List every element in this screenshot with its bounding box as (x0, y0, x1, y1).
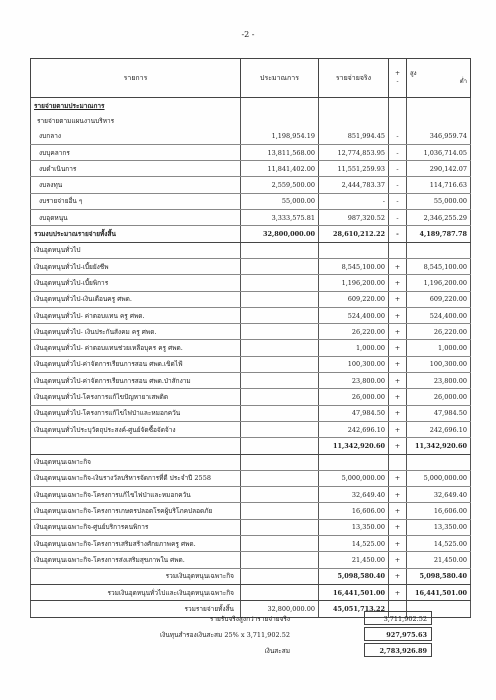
row-actual: 8,545,100.00 (319, 258, 389, 274)
row-diff: 1,196,200.00 (407, 275, 471, 291)
row-actual (319, 113, 389, 128)
row-label: เงินอุดหนุนทั่วไป-เงินเดือนครู ศพด. (31, 291, 241, 307)
row-budget (241, 258, 319, 274)
row-sign: + (389, 438, 407, 454)
row-actual: 26,220.00 (319, 324, 389, 340)
row-diff: 524,400.00 (407, 307, 471, 323)
row-actual: 242,696.10 (319, 421, 389, 437)
row-diff: 26,220.00 (407, 324, 471, 340)
summary-value: 927,975.63 (364, 627, 432, 641)
row-actual: 32,649.40 (319, 487, 389, 503)
header-sign (389, 59, 407, 98)
row-diff: 23,800.00 (407, 373, 471, 389)
row-label: เงินอุดหนุนเฉพาะกิจ-เงินรางวัลบริหารจัดการที่ดี ประจำปี 2558 (31, 470, 241, 486)
row-diff: 8,545,100.00 (407, 258, 471, 274)
row-sign: - (389, 161, 407, 177)
row-sign: - (389, 129, 407, 145)
row-budget (241, 356, 319, 372)
row-sign: - (389, 144, 407, 160)
row-budget (241, 584, 319, 600)
table-row (31, 113, 471, 128)
row-budget (241, 503, 319, 519)
row-actual: 28,610,212.22 (319, 226, 389, 242)
summary-label: เงินทุนสำรองเงินสะสม 25% x 3,711,902.52 (159, 631, 290, 639)
summary-label: รายรับจริงสูงกว่ารายจ่ายจริง (209, 615, 290, 623)
row-budget (241, 307, 319, 323)
table-row (31, 98, 471, 114)
table-row (31, 503, 471, 519)
row-budget (241, 519, 319, 535)
row-label: รายจ่ายตามแผนงานบริหาร (31, 113, 241, 128)
table-row (31, 340, 471, 356)
row-actual: 23,800.00 (319, 373, 389, 389)
summary-block (30, 611, 470, 659)
table-row (31, 275, 471, 291)
row-diff: 1,036,714.05 (407, 144, 471, 160)
table-row (31, 177, 471, 193)
row-sign: + (389, 405, 407, 421)
table-row (31, 519, 471, 535)
row-diff: 1,000.00 (407, 340, 471, 356)
row-actual (319, 242, 389, 258)
row-diff: 609,220.00 (407, 291, 471, 307)
row-sign: + (389, 584, 407, 600)
row-diff (407, 242, 471, 258)
row-sign: + (389, 340, 407, 356)
row-diff: 13,350.00 (407, 519, 471, 535)
row-diff (407, 454, 471, 470)
row-label: เงินอุดหนุนเฉพาะกิจ-โครงการเกษตรปลอดโรคผู้บริโภคปลอดภัย (31, 503, 241, 519)
row-label: เงินอุดหนุนเฉพาะกิจ-โครงการเสริมสร้างศักยภาพครู ศพด. (31, 536, 241, 552)
row-label: งบกลาง (31, 129, 241, 145)
row-label: เงินอุดหนุนทั่วไป- ค่าตอบแทน ครู ศพด. (31, 307, 241, 323)
table-row (31, 438, 471, 454)
row-actual: 16,606.00 (319, 503, 389, 519)
row-budget (241, 470, 319, 486)
row-sign (389, 98, 407, 114)
row-budget (241, 536, 319, 552)
row-diff: 4,189,787.78 (407, 226, 471, 242)
row-diff: 32,649.40 (407, 487, 471, 503)
table-row (31, 584, 471, 600)
summary-value: 2,783,926.89 (364, 643, 432, 657)
row-label: เงินอุดหนุนเฉพาะกิจ (31, 454, 241, 470)
row-diff: 14,525.00 (407, 536, 471, 552)
row-actual: 524,400.00 (319, 307, 389, 323)
row-budget (241, 324, 319, 340)
row-sign: + (389, 307, 407, 323)
row-label: เงินอุดหนุนทั่วไป-ค่าจัดการเรียนการสอน ศพด.ป่าสักงาม (31, 373, 241, 389)
row-actual: 47,984.50 (319, 405, 389, 421)
table-row (31, 161, 471, 177)
row-diff: 26,000.00 (407, 389, 471, 405)
row-actual: - (319, 193, 389, 209)
row-label: เงินอุดหนุนทั่วไป- เงินประกันสังคม ครู ศพด. (31, 324, 241, 340)
row-actual: 11,342,920.60 (319, 438, 389, 454)
row-budget (241, 421, 319, 437)
row-label (31, 438, 241, 454)
row-sign (389, 113, 407, 128)
row-label: รวมงบประมาณรายจ่ายทั้งสิ้น (31, 226, 241, 242)
row-actual: 2,444,783.37 (319, 177, 389, 193)
row-label: เงินอุดหนุนทั่วไป-โครงการแก้ไขปัญหายาเสพติด (31, 389, 241, 405)
header-items: รายการ (31, 59, 241, 98)
table-row (31, 210, 471, 226)
row-diff: 5,098,580.40 (407, 568, 471, 584)
row-budget: 11,841,402.00 (241, 161, 319, 177)
row-label: เงินอุดหนุนทั่วไป-ค่าจัดการเรียนการสอน ศพด.เขิดไฟ้ (31, 356, 241, 372)
row-sign: + (389, 258, 407, 274)
row-sign: + (389, 275, 407, 291)
row-budget (241, 113, 319, 128)
table-row (31, 536, 471, 552)
row-budget (241, 552, 319, 568)
row-label: งบลงทุน (31, 177, 241, 193)
page-number: -2 - (241, 30, 255, 39)
row-sign: + (389, 324, 407, 340)
summary-value: 3,711,902.52 (364, 611, 432, 625)
row-diff: 100,300.00 (407, 356, 471, 372)
table-row (31, 552, 471, 568)
row-budget (241, 454, 319, 470)
row-diff: 47,984.50 (407, 405, 471, 421)
row-budget (241, 568, 319, 584)
table-row (31, 307, 471, 323)
table-row (31, 356, 471, 372)
row-budget: 32,800,000.00 (241, 601, 319, 617)
row-sign: + (389, 536, 407, 552)
row-sign: + (389, 356, 407, 372)
table-row (31, 454, 471, 470)
row-label: รวมรายจ่ายทั้งสิ้น (31, 601, 241, 617)
row-budget (241, 242, 319, 258)
header-sign-plus: + (394, 70, 401, 77)
row-label: งบอุดหนุน (31, 210, 241, 226)
row-label: เงินอุดหนุนทั่วไป- ค่าตอบแทนช่วยเหลือบุคร ครู ศพด. (31, 340, 241, 356)
row-diff (407, 98, 471, 114)
table-row (31, 568, 471, 584)
table-row (31, 421, 471, 437)
row-diff: 290,142.07 (407, 161, 471, 177)
row-sign: - (389, 210, 407, 226)
row-label: งบดำเนินการ (31, 161, 241, 177)
row-label: เงินอุดหนุนทั่วไประบุวัตถุประสงค์-ศูนย์จัดซื้อจัดจ้าง (31, 421, 241, 437)
row-sign: + (389, 503, 407, 519)
row-actual: 16,441,501.00 (319, 584, 389, 600)
table-row (31, 291, 471, 307)
row-sign: + (389, 470, 407, 486)
table-row (31, 242, 471, 258)
row-actual: 45,051,713.22 (319, 601, 389, 617)
row-sign: + (389, 568, 407, 584)
table-header-row (31, 59, 471, 98)
header-diff-bottom: ต่ำ (459, 78, 467, 85)
row-label: เงินอุดหนุนเฉพาะกิจ-โครงการแก้ไขไฟป่าและหมอกควัน (31, 487, 241, 503)
row-diff: 16,441,501.00 (407, 584, 471, 600)
row-budget: 1,198,954.19 (241, 129, 319, 145)
row-diff (407, 113, 471, 128)
row-sign: + (389, 519, 407, 535)
row-actual (319, 454, 389, 470)
row-actual: 26,000.00 (319, 389, 389, 405)
row-budget (241, 405, 319, 421)
row-sign: + (389, 487, 407, 503)
row-sign: + (389, 552, 407, 568)
row-budget: 55,000.00 (241, 193, 319, 209)
table-row (31, 470, 471, 486)
table-row (31, 487, 471, 503)
row-label: รายจ่ายตามประมาณการ (31, 98, 241, 114)
row-label: งบบุคลากร (31, 144, 241, 160)
row-budget (241, 340, 319, 356)
row-budget: 13,811,568.00 (241, 144, 319, 160)
row-actual: 14,525.00 (319, 536, 389, 552)
row-actual: 12,774,853.95 (319, 144, 389, 160)
summary-row (30, 643, 470, 659)
row-budget (241, 98, 319, 114)
header-actual: รายจ่ายจริง (319, 59, 389, 98)
row-label: รวมเงินอุดหนุนทั่วไปและเงินอุดหนุนเฉพาะกิจ (31, 584, 241, 600)
row-label: รวมเงินอุดหนุนเฉพาะกิจ (31, 568, 241, 584)
row-budget (241, 291, 319, 307)
table-row (31, 405, 471, 421)
row-label: เงินอุดหนุนทั่วไป-เบี้ยพิการ (31, 275, 241, 291)
table-row (31, 226, 471, 242)
row-label: เงินอุดหนุนทั่วไป-โครงการแก้ไขไฟป่าและหมอกควัน (31, 405, 241, 421)
row-sign (389, 242, 407, 258)
row-label: งบรายจ่ายอื่น ๆ (31, 193, 241, 209)
row-actual: 1,000.00 (319, 340, 389, 356)
row-budget (241, 389, 319, 405)
row-budget (241, 438, 319, 454)
row-diff: 16,606.00 (407, 503, 471, 519)
table-row (31, 373, 471, 389)
row-label: เงินอุดหนุนทั่วไป-เบี้ยยังชีพ (31, 258, 241, 274)
summary-label: เงินสะสม (264, 647, 290, 655)
row-label: เงินอุดหนุนเฉพาะกิจ-โครงการส่งเสริมสุขภาพใน ศพด. (31, 552, 241, 568)
row-actual: 609,220.00 (319, 291, 389, 307)
header-budget: ประมาณการ (241, 59, 319, 98)
row-diff: 242,696.10 (407, 421, 471, 437)
row-budget: 32,800,000.00 (241, 226, 319, 242)
row-diff: 21,450.00 (407, 552, 471, 568)
row-sign: + (389, 389, 407, 405)
header-diff (407, 59, 471, 98)
row-budget: 3,333,575.81 (241, 210, 319, 226)
header-sign-minus: - (396, 78, 399, 85)
table-row (31, 258, 471, 274)
row-actual: 5,000,000.00 (319, 470, 389, 486)
row-sign: - (389, 193, 407, 209)
row-actual: 11,551,259.93 (319, 161, 389, 177)
row-budget (241, 275, 319, 291)
row-actual: 5,098,580.40 (319, 568, 389, 584)
row-sign: - (389, 177, 407, 193)
table-row (31, 389, 471, 405)
header-diff-top: สูง (410, 70, 417, 77)
row-actual: 13,350.00 (319, 519, 389, 535)
row-actual: 100,300.00 (319, 356, 389, 372)
row-diff: 11,342,920.60 (407, 438, 471, 454)
row-sign: - (389, 226, 407, 242)
row-actual: 1,196,200.00 (319, 275, 389, 291)
row-diff: 346,959.74 (407, 129, 471, 145)
row-diff: 2,346,255.29 (407, 210, 471, 226)
table-row (31, 144, 471, 160)
row-diff: 5,000,000.00 (407, 470, 471, 486)
summary-row (30, 611, 470, 627)
table-row (31, 193, 471, 209)
row-diff: 55,000.00 (407, 193, 471, 209)
row-diff: 114,716.63 (407, 177, 471, 193)
row-actual: 21,450.00 (319, 552, 389, 568)
summary-row (30, 627, 470, 643)
row-label: เงินอุดหนุนทั่วไป (31, 242, 241, 258)
expenditure-table (30, 58, 471, 618)
row-budget (241, 487, 319, 503)
row-sign: + (389, 421, 407, 437)
table-row (31, 129, 471, 145)
row-budget: 2,559,500.00 (241, 177, 319, 193)
table-row (31, 324, 471, 340)
row-sign: + (389, 373, 407, 389)
row-actual (319, 98, 389, 114)
row-label: เงินอุดหนุนเฉพาะกิจ-ศูนย์บริการคนพิการ (31, 519, 241, 535)
row-sign: + (389, 291, 407, 307)
row-sign (389, 454, 407, 470)
row-budget (241, 373, 319, 389)
row-actual: 851,994.45 (319, 129, 389, 145)
row-actual: 987,320.52 (319, 210, 389, 226)
